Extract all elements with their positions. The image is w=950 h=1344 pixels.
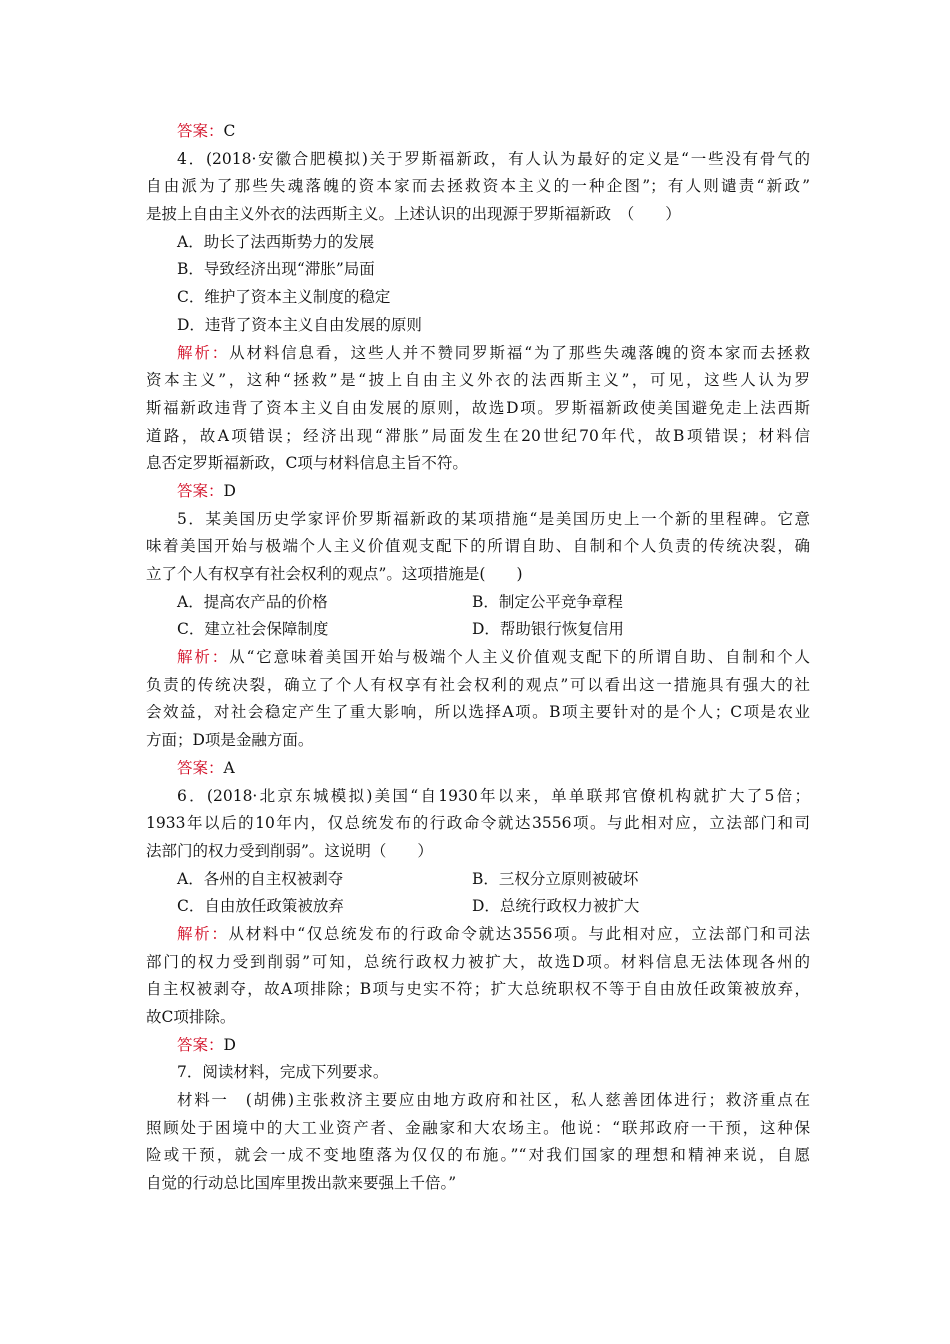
q4-stem-line: 是披上自由主义外衣的法西斯主义。上述认识的出现源于罗斯福新政 （ ） xyxy=(146,205,681,224)
answer-label: 答案： xyxy=(177,122,224,140)
analysis-text: 从“它意味着美国开始与极端个人主义价值观支配下的所谓自助、自制和个人 xyxy=(229,648,810,667)
answer-value: D xyxy=(223,481,236,500)
q5-option-b: B．制定公平竞争章程 xyxy=(472,592,623,611)
q6-analysis-line: 部门的权力受到削弱”可知，总统行政权力被扩大，故选D项。材料信息无法体现各州的 xyxy=(146,952,810,971)
q4-option-c: C．维护了资本主义制度的稳定 xyxy=(177,288,391,307)
q4-option-d: D．违背了资本主义自由发展的原则 xyxy=(177,315,422,334)
q4-analysis-line: 息否定罗斯福新政，C项与材料信息主旨不符。 xyxy=(146,454,468,473)
answer-label: 答案： xyxy=(177,481,224,500)
q5-stem-line: 立了个人有权享有社会权利的观点”。这项措施是( ) xyxy=(146,565,523,583)
q6-answer xyxy=(146,1032,810,1060)
q5-options-row xyxy=(146,616,810,644)
q4-option-a: A．助长了法西斯势力的发展 xyxy=(177,232,375,251)
q6-analysis-line: 自主权被剥夺，故A项排除；B项与史实不符；扩大总统职权不等于自由放任政策被放弃， xyxy=(146,980,810,999)
q6-option-b: B．三权分立原则被破坏 xyxy=(472,869,639,888)
answer-value: A xyxy=(223,758,235,777)
q6-options-row xyxy=(146,893,810,921)
document-page xyxy=(146,118,810,1198)
q7-material-line: 自觉的行动总比国库里拨出款来要强上千倍。” xyxy=(146,1174,457,1193)
q4-stem-line: 自由派为了那些失魂落魄的资本家而去拯救资本主义的一种企图”；有人则谴责“新政” xyxy=(146,177,810,196)
q5-stem-line: 5．某美国历史学家评价罗斯福新政的某项措施“是美国历史上一个新的里程碑。它意 xyxy=(177,509,810,528)
q4-answer xyxy=(146,478,810,506)
q6-stem-line: 6．(2018·北京东城模拟)美国“自1930年以来，单单联邦官僚机构就扩大了5倍； xyxy=(177,786,810,805)
q5-option-c: C．建立社会保障制度 xyxy=(177,620,329,639)
q6-stem-line: 法部门的权力受到削弱”。这说明（ ） xyxy=(146,841,433,860)
answer-value: D xyxy=(223,1035,236,1054)
analysis-label: 解析： xyxy=(177,648,230,667)
q3-answer xyxy=(146,118,810,146)
q7-title: 7．阅读材料，完成下列要求。 xyxy=(177,1063,389,1082)
analysis-text: 从材料信息看，这些人并不赞同罗斯福“为了那些失魂落魄的资本家而去拯救 xyxy=(229,343,810,362)
q5-analysis-line xyxy=(146,644,810,672)
q7-material-line: 险或干预，就会一成不变地堕落为仅仅的布施。”“对我们国家的理想和精神来说，自愿 xyxy=(146,1146,810,1165)
answer-label: 答案： xyxy=(177,758,224,777)
q5-analysis-line: 会效益，对社会稳定产生了重大影响，所以选择A项。B项主要针对的是个人；C项是农业 xyxy=(146,703,810,722)
q5-analysis-line: 方面；D项是金融方面。 xyxy=(146,731,314,750)
analysis-label: 解析： xyxy=(177,343,230,362)
q5-stem-line: 味着美国开始与极端个人主义价值观支配下的所谓自助、自制和个人负责的传统决裂，确 xyxy=(146,537,810,556)
q5-option-a: A．提高农产品的价格 xyxy=(177,592,328,611)
q6-option-d: D．总统行政权力被扩大 xyxy=(472,897,640,916)
analysis-label: 解析： xyxy=(177,924,229,943)
q6-options-row xyxy=(146,866,810,894)
q6-option-a: A．各州的自主权被剥夺 xyxy=(177,869,344,888)
analysis-text: 从材料中“仅总统发布的行政命令就达3556项。与此相对应，立法部门和司法 xyxy=(228,924,810,943)
q4-analysis-line: 资本主义”，这种“拯救”是“披上自由主义外衣的法西斯主义”，可见，这些人认为罗 xyxy=(146,371,810,390)
q5-options-row xyxy=(146,589,810,617)
answer-label: 答案： xyxy=(177,1035,224,1054)
q5-analysis-line: 负责的传统决裂，确立了个人有权享有社会权利的观点”可以看出这一措施具有强大的社 xyxy=(146,675,810,694)
q7-material-line: 材料一 (胡佛)主张救济主要应由地方政府和社区，私人慈善团体进行；救济重点在 xyxy=(177,1091,810,1110)
q4-analysis-line: 道路，故A项错误；经济出现“滞胀”局面发生在20世纪70年代，故B项错误；材料信 xyxy=(146,426,810,445)
q5-option-d: D．帮助银行恢复信用 xyxy=(472,620,624,639)
q7-material-line: 照顾处于困境中的大工业资产者、金融家和大农场主。他说：“联邦政府一干预，这种保 xyxy=(146,1118,810,1137)
q6-analysis-line: 故C项排除。 xyxy=(146,1008,236,1026)
q4-analysis-line xyxy=(146,340,810,368)
q6-stem-line: 1933年以后的10年内，仅总统发布的行政命令就达3556项。与此相对应，立法部门和司 xyxy=(146,814,810,833)
q6-option-c: C．自由放任政策被放弃 xyxy=(177,897,344,916)
q4-analysis-line: 斯福新政违背了资本主义自由发展的原则，故选D项。罗斯福新政使美国避免走上法西斯 xyxy=(146,398,810,417)
q4-option-b: B．导致经济出现“滞胀”局面 xyxy=(177,260,375,279)
q4-stem-line: 4．(2018·安徽合肥模拟)关于罗斯福新政，有人认为最好的定义是“一些没有骨气的 xyxy=(177,149,810,168)
answer-value: C xyxy=(223,122,236,140)
q5-answer xyxy=(146,755,810,783)
q6-analysis-line xyxy=(146,921,810,949)
